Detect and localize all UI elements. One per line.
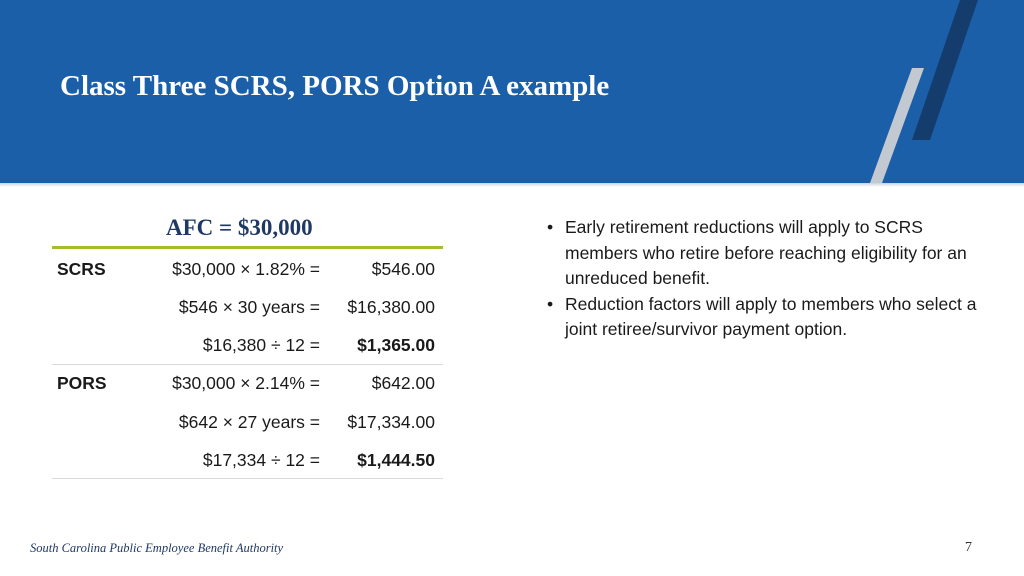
section-divider: [52, 364, 443, 365]
pors-monthly-benefit: $1,444.50: [357, 450, 435, 470]
header-shadow: [0, 183, 1024, 187]
table-bottom-rule: [52, 478, 443, 479]
scrs-monthly-benefit: $1,365.00: [357, 335, 435, 355]
scrs-calc-1: $30,000 × 1.82% =: [172, 259, 320, 279]
table-top-rule: [52, 246, 443, 249]
bullet-icon: •: [547, 217, 554, 237]
pors-value-2: $17,334.00: [347, 412, 435, 432]
note-item: [545, 215, 985, 292]
slide-title: Class Three SCRS, PORS Option A example: [60, 70, 610, 102]
note-text: Reduction factors will apply to members who select a joint retiree/survivor payment option.: [565, 293, 977, 339]
page-number: 7: [965, 540, 972, 555]
footer-organization: South Carolina Public Employee Benefit Authority: [30, 541, 284, 555]
scrs-value-2: $16,380.00: [347, 297, 435, 317]
pors-label: PORS: [57, 373, 107, 393]
scrs-calc-3: $16,380 ÷ 12 =: [202, 335, 320, 355]
scrs-label: SCRS: [57, 259, 106, 279]
bullet-icon: •: [547, 293, 554, 314]
pors-value-1: $642.00: [371, 373, 435, 393]
afc-heading: AFC = $30,000: [166, 215, 313, 240]
scrs-calc-2: $546 × 30 years =: [178, 297, 320, 317]
pors-calc-3: $17,334 ÷ 12 =: [202, 450, 320, 470]
pors-calc-2: $642 × 27 years =: [178, 412, 320, 432]
pors-calc-1: $30,000 × 2.14% =: [172, 373, 320, 393]
note-item: [545, 292, 985, 343]
note-text: Early retirement reductions will apply to SCRS members who retire before reaching eligibility for an unreduced benefit.: [565, 217, 967, 288]
notes-list: [545, 215, 985, 343]
light-slash-shape: [870, 68, 924, 183]
scrs-value-1: $546.00: [371, 259, 435, 279]
header-banner: [0, 0, 1024, 183]
